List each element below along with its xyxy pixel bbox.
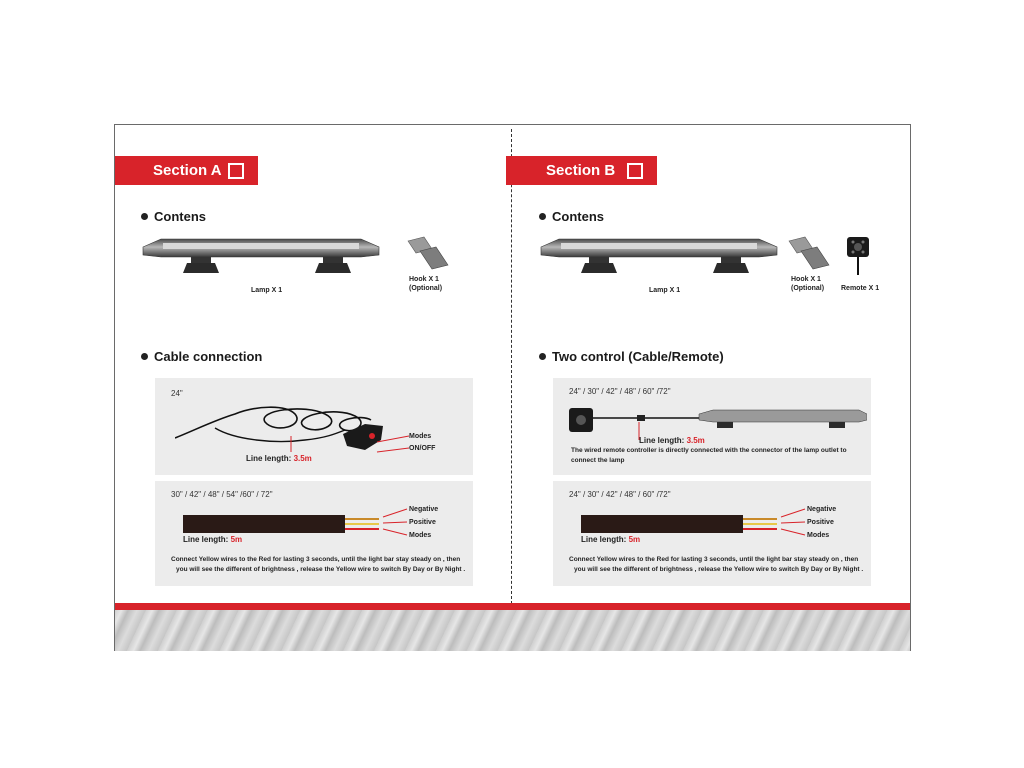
line-length-label: Line length: 3.5m — [246, 454, 312, 463]
bullet-icon — [539, 353, 546, 360]
footer-red-stripe — [115, 603, 910, 610]
section-b-contents-heading: Contens — [539, 209, 604, 224]
page-divider — [511, 129, 512, 604]
two-control-heading: Two control (Cable/Remote) — [539, 349, 724, 364]
light-bar-icon — [531, 235, 787, 283]
onoff-label: ON/OFF — [409, 445, 436, 452]
size-list: 24" / 30" / 42" / 48" / 60" /72" — [569, 387, 671, 396]
hook-optional-label: (Optional) — [791, 285, 825, 292]
remote-icon — [843, 235, 873, 279]
control-panel-wired — [553, 378, 871, 475]
section-a-tab — [114, 156, 258, 185]
negative-label: Negative — [807, 506, 837, 513]
instruction-note: Connect Yellow wires to the Red for lasting 3 seconds, until the light bar stay steady on , then you will see the different of brightness , release the Yellow wire to switch By Day or By Night . — [171, 556, 466, 573]
light-bar-icon — [133, 235, 389, 283]
modes-label: Modes — [807, 532, 830, 539]
hook-icon — [783, 233, 833, 273]
modes-label: Modes — [409, 433, 432, 440]
cable-panel-24 — [155, 378, 473, 475]
positive-label: Positive — [807, 519, 834, 526]
hook-icon — [402, 233, 452, 273]
hook-label: Hook X 1 — [791, 276, 821, 283]
section-b-tab — [506, 156, 657, 185]
section-a-contents-heading: Contens — [141, 209, 206, 224]
bullet-icon — [141, 213, 148, 220]
section-b-title: Section B — [546, 162, 616, 179]
line-length-label: Line length: 3.5m — [639, 436, 705, 445]
line-length-label: Line length: 5m — [581, 535, 641, 544]
section-a-checkbox — [228, 163, 244, 179]
negative-label: Negative — [409, 506, 439, 513]
size-list: 24" — [171, 389, 183, 398]
section-a-title: Section A — [153, 162, 222, 179]
positive-label: Positive — [409, 519, 436, 526]
line-length-label: Line length: 5m — [183, 535, 243, 544]
cable-connection-heading: Cable connection — [141, 349, 262, 364]
size-list: 30" / 42" / 48" / 54" /60" / 72" — [171, 490, 273, 499]
lamp-label: Lamp X 1 — [649, 287, 681, 294]
manual-page — [114, 124, 911, 651]
remote-label: Remote X 1 — [841, 285, 880, 292]
lamp-label: Lamp X 1 — [251, 287, 283, 294]
cable-panel-30-72 — [155, 481, 473, 586]
control-panel-cable — [553, 481, 871, 586]
section-b-checkbox — [627, 163, 643, 179]
footer-metal-band — [115, 610, 910, 651]
wired-controller-icon — [567, 404, 867, 444]
bullet-icon — [141, 353, 148, 360]
modes-label: Modes — [409, 532, 432, 539]
hook-label: Hook X 1 — [409, 276, 439, 283]
instruction-note: Connect Yellow wires to the Red for lasting 3 seconds, until the light bar stay steady on , then you will see the different of brightness , release the Yellow wire to switch By Day or By Night . — [569, 556, 864, 573]
bullet-icon — [539, 213, 546, 220]
hook-optional-label: (Optional) — [409, 285, 443, 292]
size-list: 24" / 30" / 42" / 48" / 60" /72" — [569, 490, 671, 499]
wired-note: The wired remote controller is directly connected with the connector of the lamp outlet to connect the lamp — [571, 447, 847, 464]
